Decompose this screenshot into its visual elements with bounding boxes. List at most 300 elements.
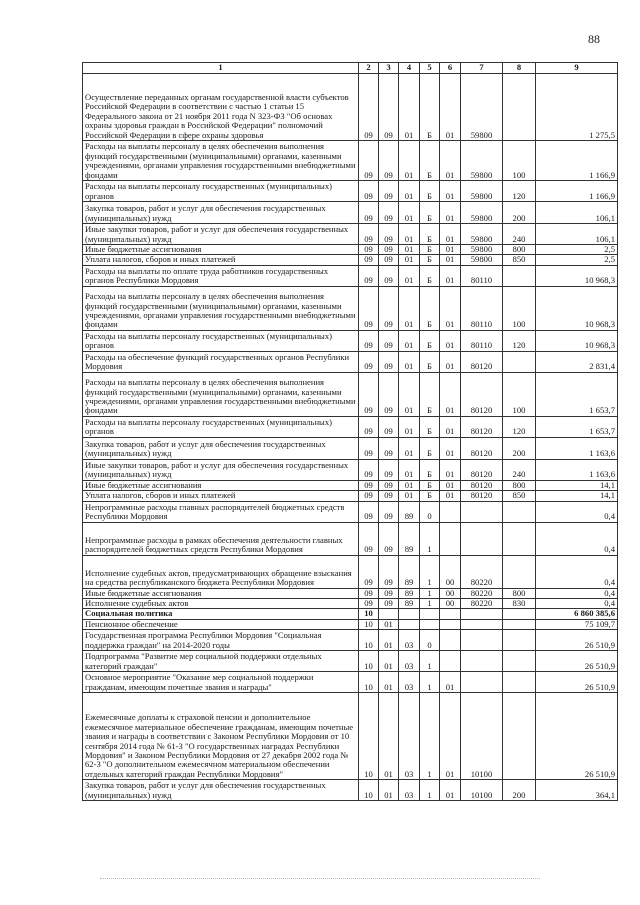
- row-activity: 00: [440, 599, 461, 609]
- row-program: 01: [399, 245, 420, 255]
- row-amount: 26 510,9: [536, 672, 618, 693]
- row-subprogram: Б: [420, 255, 440, 265]
- row-activity: 01: [440, 181, 461, 202]
- page-number: 88: [588, 32, 600, 46]
- row-activity: 01: [440, 437, 461, 459]
- row-subsection: 09: [379, 224, 399, 245]
- col-header-1: 1: [83, 63, 359, 74]
- row-amount: 0,4: [536, 522, 618, 555]
- row-expense-type: 800: [503, 245, 536, 255]
- row-expense-type: 200: [503, 437, 536, 459]
- row-section: 09: [359, 491, 379, 501]
- row-subprogram: Б: [420, 372, 440, 416]
- row-direction: 59800: [461, 255, 503, 265]
- row-amount: 2,5: [536, 245, 618, 255]
- row-subsection: 09: [379, 202, 399, 224]
- row-section: 09: [359, 141, 379, 181]
- row-section: 10: [359, 780, 379, 801]
- row-subprogram: Б: [420, 459, 440, 480]
- row-activity: 01: [440, 224, 461, 245]
- row-name: Иные бюджетные ассигнования: [83, 588, 359, 598]
- row-expense-type: 240: [503, 459, 536, 480]
- row-subprogram: 1: [420, 780, 440, 801]
- row-subprogram: 1: [420, 651, 440, 672]
- row-name: Иные бюджетные ассигнования: [83, 480, 359, 490]
- row-expense-type: [503, 555, 536, 588]
- row-activity: 01: [440, 255, 461, 265]
- row-activity: 01: [440, 286, 461, 330]
- row-subsection: 09: [379, 555, 399, 588]
- table-row: [83, 255, 618, 265]
- row-program: 03: [399, 672, 420, 693]
- row-amount: 10 968,3: [536, 286, 618, 330]
- row-program: 89: [399, 599, 420, 609]
- row-program: 01: [399, 74, 420, 141]
- row-name: Расходы на выплаты по оплате труда работников государственных органов Республики Мордовия: [83, 265, 359, 286]
- row-subprogram: Б: [420, 265, 440, 286]
- budget-table: [82, 62, 618, 801]
- row-amount: 1 163,6: [536, 437, 618, 459]
- row-direction: [461, 609, 503, 619]
- row-amount: 2,5: [536, 255, 618, 265]
- row-subsection: 01: [379, 630, 399, 651]
- row-expense-type: 100: [503, 286, 536, 330]
- row-direction: 80110: [461, 330, 503, 351]
- row-subsection: 09: [379, 437, 399, 459]
- table-row: [83, 437, 618, 459]
- row-name: Государственная программа Республики Мордовия "Социальная поддержка граждан" на 2014-2020 годы: [83, 630, 359, 651]
- row-subsection: 09: [379, 372, 399, 416]
- row-program: 01: [399, 181, 420, 202]
- row-activity: 01: [440, 459, 461, 480]
- row-name: Непрограммные расходы в рамках обеспечения деятельности главных распорядителей бюджетных средств Республики Мордовия: [83, 522, 359, 555]
- row-section: 09: [359, 480, 379, 490]
- row-expense-type: [503, 351, 536, 372]
- row-section: 09: [359, 555, 379, 588]
- row-section: 09: [359, 202, 379, 224]
- row-section: 09: [359, 224, 379, 245]
- row-expense-type: 850: [503, 255, 536, 265]
- row-expense-type: 120: [503, 416, 536, 437]
- table-row: [83, 609, 618, 619]
- row-direction: 80220: [461, 555, 503, 588]
- row-expense-type: 120: [503, 330, 536, 351]
- row-name: Расходы на обеспечение функций государственных органов Республики Мордовия: [83, 351, 359, 372]
- row-expense-type: [503, 619, 536, 629]
- row-expense-type: [503, 693, 536, 780]
- row-activity: 01: [440, 202, 461, 224]
- row-direction: 59800: [461, 224, 503, 245]
- row-expense-type: [503, 522, 536, 555]
- row-activity: 01: [440, 141, 461, 181]
- table-row: [83, 351, 618, 372]
- row-section: 10: [359, 619, 379, 629]
- row-amount: 75 109,7: [536, 619, 618, 629]
- row-activity: 01: [440, 491, 461, 501]
- row-subsection: 01: [379, 672, 399, 693]
- header-row: [83, 63, 618, 74]
- row-subsection: 09: [379, 351, 399, 372]
- table-row: [83, 245, 618, 255]
- table-row: [83, 459, 618, 480]
- row-subprogram: [420, 609, 440, 619]
- row-subsection: 09: [379, 491, 399, 501]
- row-name: Расходы на выплаты персоналу государственных (муниципальных) органов: [83, 416, 359, 437]
- table-row: [83, 588, 618, 598]
- row-name: Иные закупки товаров, работ и услуг для обеспечения государственных (муниципальных) нужд: [83, 459, 359, 480]
- row-name: Закупка товаров, работ и услуг для обеспечения государственных (муниципальных) нужд: [83, 437, 359, 459]
- row-direction: 59800: [461, 141, 503, 181]
- row-subprogram: Б: [420, 480, 440, 490]
- row-name: Иные закупки товаров, работ и услуг для обеспечения государственных (муниципальных) нужд: [83, 224, 359, 245]
- row-subprogram: Б: [420, 330, 440, 351]
- col-header-3: 3: [379, 63, 399, 74]
- row-subprogram: 1: [420, 693, 440, 780]
- row-subprogram: 1: [420, 522, 440, 555]
- row-program: 01: [399, 265, 420, 286]
- row-direction: [461, 651, 503, 672]
- row-direction: 10100: [461, 780, 503, 801]
- row-subsection: 01: [379, 651, 399, 672]
- row-expense-type: 200: [503, 780, 536, 801]
- row-expense-type: [503, 651, 536, 672]
- row-activity: [440, 501, 461, 522]
- row-subsection: 09: [379, 74, 399, 141]
- row-amount: 6 860 385,6: [536, 609, 618, 619]
- row-program: 01: [399, 437, 420, 459]
- row-name: Расходы на выплаты персоналу в целях обеспечения выполнения функций государственными (муниципальными) органами, казенными учреждениями, органами управления государственными внебюджетными фондами: [83, 141, 359, 181]
- row-activity: 00: [440, 555, 461, 588]
- row-program: 03: [399, 780, 420, 801]
- row-subprogram: Б: [420, 416, 440, 437]
- row-subprogram: Б: [420, 202, 440, 224]
- table-row: [83, 693, 618, 780]
- row-program: 03: [399, 693, 420, 780]
- row-section: 09: [359, 351, 379, 372]
- row-program: 01: [399, 351, 420, 372]
- row-activity: [440, 619, 461, 629]
- row-amount: 14,1: [536, 491, 618, 501]
- row-expense-type: 830: [503, 599, 536, 609]
- row-activity: [440, 651, 461, 672]
- table-row: [83, 286, 618, 330]
- row-subsection: 09: [379, 265, 399, 286]
- row-section: 09: [359, 74, 379, 141]
- row-subprogram: Б: [420, 245, 440, 255]
- row-activity: 01: [440, 416, 461, 437]
- row-subsection: 01: [379, 619, 399, 629]
- row-section: 09: [359, 588, 379, 598]
- row-section: 10: [359, 651, 379, 672]
- row-name: Исполнение судебных актов: [83, 599, 359, 609]
- row-subprogram: 1: [420, 599, 440, 609]
- row-expense-type: [503, 672, 536, 693]
- row-program: [399, 619, 420, 629]
- row-program: 01: [399, 330, 420, 351]
- col-header-2: 2: [359, 63, 379, 74]
- row-program: 01: [399, 255, 420, 265]
- row-amount: 10 968,3: [536, 265, 618, 286]
- row-activity: 01: [440, 372, 461, 416]
- row-subprogram: Б: [420, 286, 440, 330]
- table-row: [83, 630, 618, 651]
- row-amount: 1 163,6: [536, 459, 618, 480]
- row-expense-type: 200: [503, 202, 536, 224]
- row-direction: [461, 630, 503, 651]
- col-header-9: 9: [536, 63, 618, 74]
- row-program: 01: [399, 459, 420, 480]
- row-subprogram: [420, 619, 440, 629]
- table-row: [83, 372, 618, 416]
- row-program: 01: [399, 202, 420, 224]
- row-activity: 01: [440, 351, 461, 372]
- row-amount: 26 510,9: [536, 630, 618, 651]
- row-direction: [461, 672, 503, 693]
- row-expense-type: [503, 609, 536, 619]
- row-subsection: 09: [379, 522, 399, 555]
- row-expense-type: 800: [503, 588, 536, 598]
- row-name: Ежемесячные доплаты к страховой пенсии и дополнительное ежемесячное материальное обеспечение гражданам, имеющим почетные звания и награды в соответствии с Законом Республики Мордовия от 10 сентября 2014 года № 61-З "О государственных наградах Республики Мордовия" и Законом Республики Мордовия от 27 декабря 2002 года № 62-З "О дополнительном ежемесячном материальном обеспечении отдельных категорий граждан Республики Мордовия": [83, 693, 359, 780]
- row-subprogram: Б: [420, 181, 440, 202]
- row-section: 09: [359, 599, 379, 609]
- row-expense-type: 800: [503, 480, 536, 490]
- row-name: Расходы на выплаты персоналу в целях обеспечения выполнения функций государственными (муниципальными) органами, казенными учреждениями, органами управления государственными внебюджетными фондами: [83, 372, 359, 416]
- row-amount: 1 166,9: [536, 181, 618, 202]
- row-section: 10: [359, 693, 379, 780]
- col-header-4: 4: [399, 63, 420, 74]
- row-subprogram: Б: [420, 351, 440, 372]
- row-name: Закупка товаров, работ и услуг для обеспечения государственных (муниципальных) нужд: [83, 780, 359, 801]
- row-direction: [461, 522, 503, 555]
- row-program: 89: [399, 501, 420, 522]
- row-expense-type: [503, 630, 536, 651]
- row-name: Социальная политика: [83, 609, 359, 619]
- row-expense-type: 120: [503, 181, 536, 202]
- row-subprogram: Б: [420, 224, 440, 245]
- row-subprogram: Б: [420, 491, 440, 501]
- row-direction: 80220: [461, 588, 503, 598]
- table-body: [83, 74, 618, 801]
- row-subsection: [379, 609, 399, 619]
- row-direction: 59800: [461, 202, 503, 224]
- row-subsection: 09: [379, 286, 399, 330]
- table-row: [83, 491, 618, 501]
- row-direction: 59800: [461, 74, 503, 141]
- row-section: 10: [359, 672, 379, 693]
- row-direction: [461, 501, 503, 522]
- row-subsection: 01: [379, 693, 399, 780]
- row-activity: [440, 609, 461, 619]
- row-section: 09: [359, 181, 379, 202]
- row-subsection: 01: [379, 780, 399, 801]
- row-amount: 1 653,7: [536, 416, 618, 437]
- row-direction: 80120: [461, 416, 503, 437]
- row-program: 01: [399, 224, 420, 245]
- col-header-7: 7: [461, 63, 503, 74]
- row-program: 01: [399, 286, 420, 330]
- col-header-6: 6: [440, 63, 461, 74]
- row-amount: 364,1: [536, 780, 618, 801]
- table-row: [83, 522, 618, 555]
- row-activity: [440, 630, 461, 651]
- row-program: [399, 609, 420, 619]
- row-name: Расходы на выплаты персоналу государственных (муниципальных) органов: [83, 181, 359, 202]
- table-row: [83, 416, 618, 437]
- row-section: 09: [359, 501, 379, 522]
- row-section: 09: [359, 459, 379, 480]
- row-amount: 1 653,7: [536, 372, 618, 416]
- row-expense-type: 100: [503, 141, 536, 181]
- row-direction: 80120: [461, 459, 503, 480]
- row-section: 09: [359, 245, 379, 255]
- row-name: Уплата налогов, сборов и иных платежей: [83, 255, 359, 265]
- row-name: Иные бюджетные ассигнования: [83, 245, 359, 255]
- row-program: 03: [399, 651, 420, 672]
- table-row: [83, 619, 618, 629]
- row-name: Исполнение судебных актов, предусматривающих обращение взыскания на средства республиканского бюджета Республики Мордовия: [83, 555, 359, 588]
- row-expense-type: [503, 501, 536, 522]
- row-amount: 106,1: [536, 202, 618, 224]
- row-program: 01: [399, 141, 420, 181]
- row-name: Закупка товаров, работ и услуг для обеспечения государственных (муниципальных) нужд: [83, 202, 359, 224]
- row-subprogram: 1: [420, 555, 440, 588]
- row-direction: 80120: [461, 372, 503, 416]
- row-amount: 10 968,3: [536, 330, 618, 351]
- row-subsection: 09: [379, 588, 399, 598]
- row-name: Расходы на выплаты персоналу в целях обеспечения выполнения функций государственными (муниципальными) органами, казенными учреждениями, органами управления государственными внебюджетными фондами: [83, 286, 359, 330]
- table-row: [83, 141, 618, 181]
- row-direction: 80120: [461, 491, 503, 501]
- row-direction: 10100: [461, 693, 503, 780]
- row-name: Уплата налогов, сборов и иных платежей: [83, 491, 359, 501]
- row-section: 09: [359, 416, 379, 437]
- row-amount: 0,4: [536, 501, 618, 522]
- row-direction: 80110: [461, 265, 503, 286]
- table-row: [83, 265, 618, 286]
- row-activity: 01: [440, 74, 461, 141]
- row-subprogram: Б: [420, 141, 440, 181]
- table-row: [83, 74, 618, 141]
- row-amount: 26 510,9: [536, 693, 618, 780]
- row-expense-type: [503, 74, 536, 141]
- row-section: 09: [359, 522, 379, 555]
- row-name: Подпрограмма "Развитие мер социальной поддержки отдельных категорий граждан": [83, 651, 359, 672]
- row-program: 89: [399, 588, 420, 598]
- row-direction: 80220: [461, 599, 503, 609]
- row-activity: 01: [440, 672, 461, 693]
- row-amount: 106,1: [536, 224, 618, 245]
- table-row: [83, 780, 618, 801]
- row-activity: 01: [440, 245, 461, 255]
- row-name: Расходы на выплаты персоналу государственных (муниципальных) органов: [83, 330, 359, 351]
- row-activity: 01: [440, 265, 461, 286]
- row-direction: 80120: [461, 351, 503, 372]
- row-section: 09: [359, 286, 379, 330]
- row-name: Основное мероприятие "Оказание мер социальной поддержки гражданам, имеющим почетные звания и награды": [83, 672, 359, 693]
- row-subprogram: Б: [420, 437, 440, 459]
- col-header-8: 8: [503, 63, 536, 74]
- row-section: 10: [359, 609, 379, 619]
- row-subsection: 09: [379, 245, 399, 255]
- row-subsection: 09: [379, 181, 399, 202]
- row-subprogram: 1: [420, 588, 440, 598]
- table-row: [83, 672, 618, 693]
- row-direction: 80120: [461, 437, 503, 459]
- row-subprogram: 0: [420, 630, 440, 651]
- row-subsection: 09: [379, 459, 399, 480]
- row-subsection: 09: [379, 416, 399, 437]
- row-amount: 0,4: [536, 555, 618, 588]
- row-activity: 01: [440, 693, 461, 780]
- table-row: [83, 501, 618, 522]
- row-expense-type: [503, 265, 536, 286]
- row-activity: 01: [440, 780, 461, 801]
- table-row: [83, 651, 618, 672]
- row-subsection: 09: [379, 599, 399, 609]
- row-subprogram: 1: [420, 672, 440, 693]
- table-row: [83, 599, 618, 609]
- row-amount: 26 510,9: [536, 651, 618, 672]
- row-program: 01: [399, 491, 420, 501]
- table-row: [83, 555, 618, 588]
- row-program: 03: [399, 630, 420, 651]
- row-amount: 1 166,9: [536, 141, 618, 181]
- row-expense-type: 100: [503, 372, 536, 416]
- row-amount: 0,4: [536, 599, 618, 609]
- row-direction: [461, 619, 503, 629]
- row-amount: 14,1: [536, 480, 618, 490]
- row-name: Непрограммные расходы главных распорядителей бюджетных средств Республики Мордовия: [83, 501, 359, 522]
- row-program: 01: [399, 480, 420, 490]
- table-row: [83, 202, 618, 224]
- row-section: 10: [359, 630, 379, 651]
- table-row: [83, 330, 618, 351]
- row-subsection: 09: [379, 141, 399, 181]
- row-activity: 01: [440, 480, 461, 490]
- row-name: Осуществление переданных органам государственной власти субъектов Российской Федерации в соответствии с частью 1 статьи 15 Федерального закона от 21 ноября 2011 года N 323-ФЗ "Об основах охраны здоровья граждан в Российской Федерации" полномочий Российской Федерации в сфере охраны здоровья: [83, 74, 359, 141]
- row-amount: 2 831,4: [536, 351, 618, 372]
- row-program: 01: [399, 416, 420, 437]
- row-amount: 0,4: [536, 588, 618, 598]
- row-section: 09: [359, 372, 379, 416]
- row-direction: 80120: [461, 480, 503, 490]
- row-subprogram: Б: [420, 74, 440, 141]
- row-direction: 59800: [461, 181, 503, 202]
- row-program: 89: [399, 555, 420, 588]
- row-name: Пенсионное обеспечение: [83, 619, 359, 629]
- row-direction: 80110: [461, 286, 503, 330]
- row-subsection: 09: [379, 330, 399, 351]
- row-program: 89: [399, 522, 420, 555]
- row-direction: 59800: [461, 245, 503, 255]
- row-amount: 1 275,5: [536, 74, 618, 141]
- row-expense-type: 240: [503, 224, 536, 245]
- row-activity: [440, 522, 461, 555]
- page-bottom-rule: [100, 878, 540, 879]
- row-activity: 01: [440, 330, 461, 351]
- row-section: 09: [359, 437, 379, 459]
- row-section: 09: [359, 330, 379, 351]
- table-row: [83, 480, 618, 490]
- row-subsection: 09: [379, 501, 399, 522]
- row-subsection: 09: [379, 480, 399, 490]
- row-activity: 00: [440, 588, 461, 598]
- row-program: 01: [399, 372, 420, 416]
- row-section: 09: [359, 255, 379, 265]
- row-section: 09: [359, 265, 379, 286]
- table-row: [83, 224, 618, 245]
- row-subsection: 09: [379, 255, 399, 265]
